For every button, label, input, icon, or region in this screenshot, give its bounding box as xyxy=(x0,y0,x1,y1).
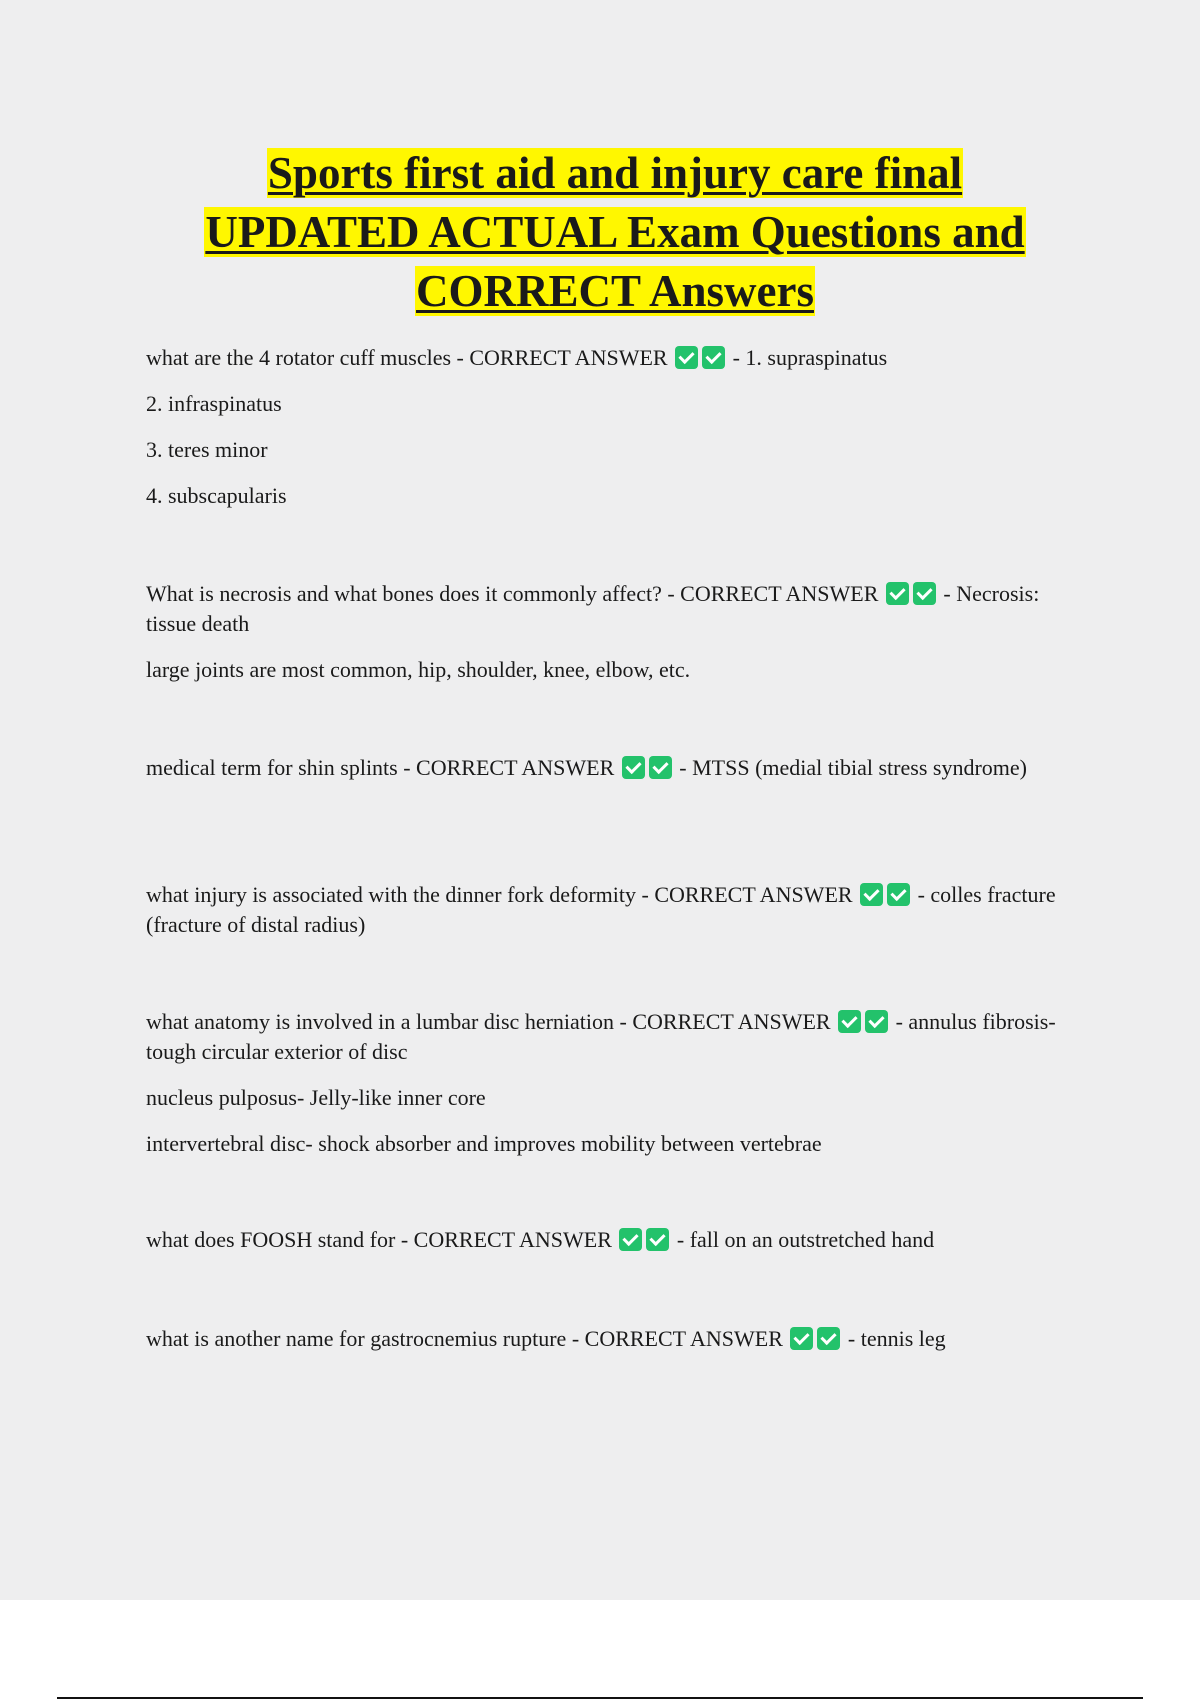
qa-item xyxy=(146,1225,1081,1271)
qa-item xyxy=(146,753,1081,799)
qa-question-line xyxy=(146,343,1081,373)
title-line-3: CORRECT Answers xyxy=(416,266,814,316)
answer-extra-line: nucleus pulposus- Jelly-like inner core xyxy=(146,1085,486,1110)
green-check-icon xyxy=(622,756,645,779)
answer-extra-line: large joints are most common, hip, shoulder, knee, elbow, etc. xyxy=(146,657,691,682)
qa-question-line xyxy=(146,753,1081,783)
qa-item xyxy=(146,880,1081,956)
correct-answer-marker: - CORRECT ANSWER xyxy=(403,755,615,780)
green-check-icon xyxy=(619,1228,642,1251)
title-block xyxy=(120,144,1110,321)
document-title xyxy=(120,144,1110,321)
qa-item xyxy=(146,1007,1081,1175)
title-line-2: UPDATED ACTUAL Exam Questions and xyxy=(205,207,1025,257)
question-text: what are the 4 rotator cuff muscles xyxy=(146,345,452,370)
question-text: medical term for shin splints xyxy=(146,755,398,780)
qa-question-line xyxy=(146,1225,1081,1255)
answer-extra-line: 2. infraspinatus xyxy=(146,391,282,416)
qa-question-line xyxy=(146,1324,1081,1354)
green-check-icon xyxy=(649,756,672,779)
answer-text: - annulus fibrosis-tough circular exterior of disc xyxy=(146,1009,1056,1064)
green-check-icon xyxy=(817,1327,840,1350)
question-text: what anatomy is involved in a lumbar disc herniation xyxy=(146,1009,615,1034)
correct-answer-marker: - CORRECT ANSWER xyxy=(641,882,853,907)
qa-item xyxy=(146,579,1081,701)
question-text: what does FOOSH stand for xyxy=(146,1227,396,1252)
question-text: what is another name for gastrocnemius rupture xyxy=(146,1326,567,1351)
title-line-1: Sports first aid and injury care final xyxy=(267,148,963,198)
page-divider xyxy=(57,1697,1143,1699)
green-check-icon xyxy=(886,582,909,605)
answer-text: - colles fracture (fracture of distal radius) xyxy=(146,882,1056,937)
qa-item xyxy=(146,343,1081,527)
green-check-icon xyxy=(675,346,698,369)
answer-text: - 1. supraspinatus xyxy=(732,345,888,370)
correct-answer-marker: - CORRECT ANSWER xyxy=(400,1227,612,1252)
answer-extra-line: 4. subscapularis xyxy=(146,483,287,508)
qa-item xyxy=(146,1324,1081,1370)
correct-answer-marker: - CORRECT ANSWER xyxy=(619,1009,831,1034)
green-check-icon xyxy=(860,883,883,906)
green-check-icon xyxy=(838,1010,861,1033)
question-text: What is necrosis and what bones does it commonly affect? xyxy=(146,581,662,606)
green-check-icon xyxy=(887,883,910,906)
correct-answer-marker: - CORRECT ANSWER xyxy=(456,345,668,370)
question-text: what injury is associated with the dinner fork deformity xyxy=(146,882,636,907)
answer-text: - fall on an outstretched hand xyxy=(676,1227,935,1252)
green-check-icon xyxy=(913,582,936,605)
answer-text: - tennis leg xyxy=(847,1326,946,1351)
green-check-icon xyxy=(702,346,725,369)
answer-text: - Necrosis: tissue death xyxy=(146,581,1040,636)
answer-extra-line: intervertebral disc- shock absorber and improves mobility between vertebrae xyxy=(146,1131,822,1156)
correct-answer-marker: - CORRECT ANSWER xyxy=(667,581,879,606)
qa-question-line xyxy=(146,1007,1081,1067)
green-check-icon xyxy=(865,1010,888,1033)
green-check-icon xyxy=(646,1228,669,1251)
answer-text: - MTSS (medial tibial stress syndrome) xyxy=(679,755,1027,780)
answer-extra-line: 3. teres minor xyxy=(146,437,268,462)
green-check-icon xyxy=(790,1327,813,1350)
correct-answer-marker: - CORRECT ANSWER xyxy=(571,1326,783,1351)
qa-question-line xyxy=(146,579,1081,639)
qa-question-line xyxy=(146,880,1081,940)
